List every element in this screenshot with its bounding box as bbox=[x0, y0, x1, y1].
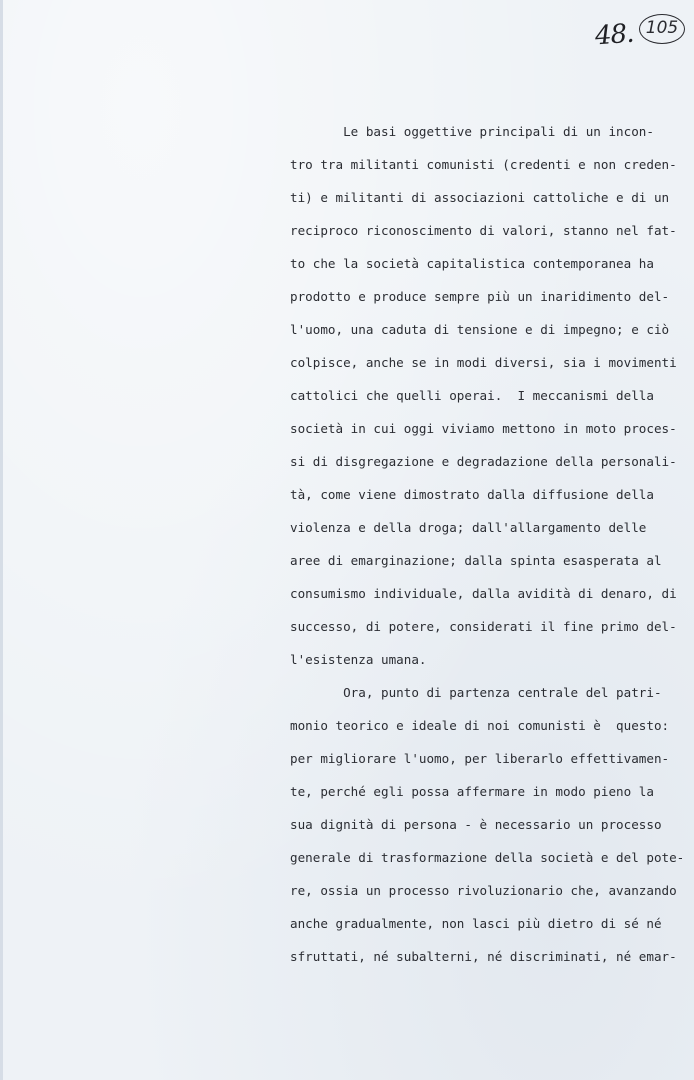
text-line: te, perché egli possa affermare in modo pieno la bbox=[290, 784, 654, 799]
text-line: successo, di potere, considerati il fine primo del- bbox=[290, 619, 677, 634]
text-line: consumismo individuale, dalla avidità di denaro, di bbox=[290, 586, 677, 601]
text-line: l'uomo, una caduta di tensione e di impegno; e ciò bbox=[290, 322, 670, 337]
text-line: prodotto e produce sempre più un inaridimento del- bbox=[290, 289, 670, 304]
text-line: Le basi oggettive principali di un incon- bbox=[290, 124, 654, 139]
text-line: sua dignità di persona - è necessario un processo bbox=[290, 817, 662, 832]
text-line: to che la società capitalistica contemporanea ha bbox=[290, 256, 654, 271]
text-line: anche gradualmente, non lasci più dietro di sé né bbox=[290, 916, 662, 931]
text-line: generale di trasformazione della società e del pote- bbox=[290, 850, 685, 865]
text-line: reciproco riconoscimento di valori, stanno nel fat- bbox=[290, 223, 677, 238]
text-line: Ora, punto di partenza centrale del patri- bbox=[290, 685, 662, 700]
text-line: ti) e militanti di associazioni cattoliche e di un bbox=[290, 190, 670, 205]
text-line: colpisce, anche se in modi diversi, sia i movimenti bbox=[290, 355, 677, 370]
text-line: tro tra militanti comunisti (credenti e non creden- bbox=[290, 157, 677, 172]
handwritten-page-number: 48. bbox=[594, 18, 635, 52]
typewritten-body-text bbox=[290, 115, 685, 973]
text-line: società in cui oggi viviamo mettono in moto proces- bbox=[290, 421, 677, 436]
text-line: aree di emarginazione; dalla spinta esasperata al bbox=[290, 553, 662, 568]
text-line: tà, come viene dimostrato dalla diffusione della bbox=[290, 487, 654, 502]
text-line: sfruttati, né subalterni, né discriminati, né emar- bbox=[290, 949, 677, 964]
text-line: violenza e della droga; dall'allargamento delle bbox=[290, 520, 647, 535]
text-line: si di disgregazione e degradazione della personali- bbox=[290, 454, 677, 469]
circled-page-number: 105 bbox=[639, 14, 685, 44]
text-line: l'esistenza umana. bbox=[290, 652, 427, 667]
text-line: re, ossia un processo rivoluzionario che, avanzando bbox=[290, 883, 677, 898]
text-line: cattolici che quelli operai. I meccanismi della bbox=[290, 388, 654, 403]
text-line: per migliorare l'uomo, per liberarlo effettivamen- bbox=[290, 751, 670, 766]
text-line: monio teorico e ideale di noi comunisti è questo: bbox=[290, 718, 670, 733]
